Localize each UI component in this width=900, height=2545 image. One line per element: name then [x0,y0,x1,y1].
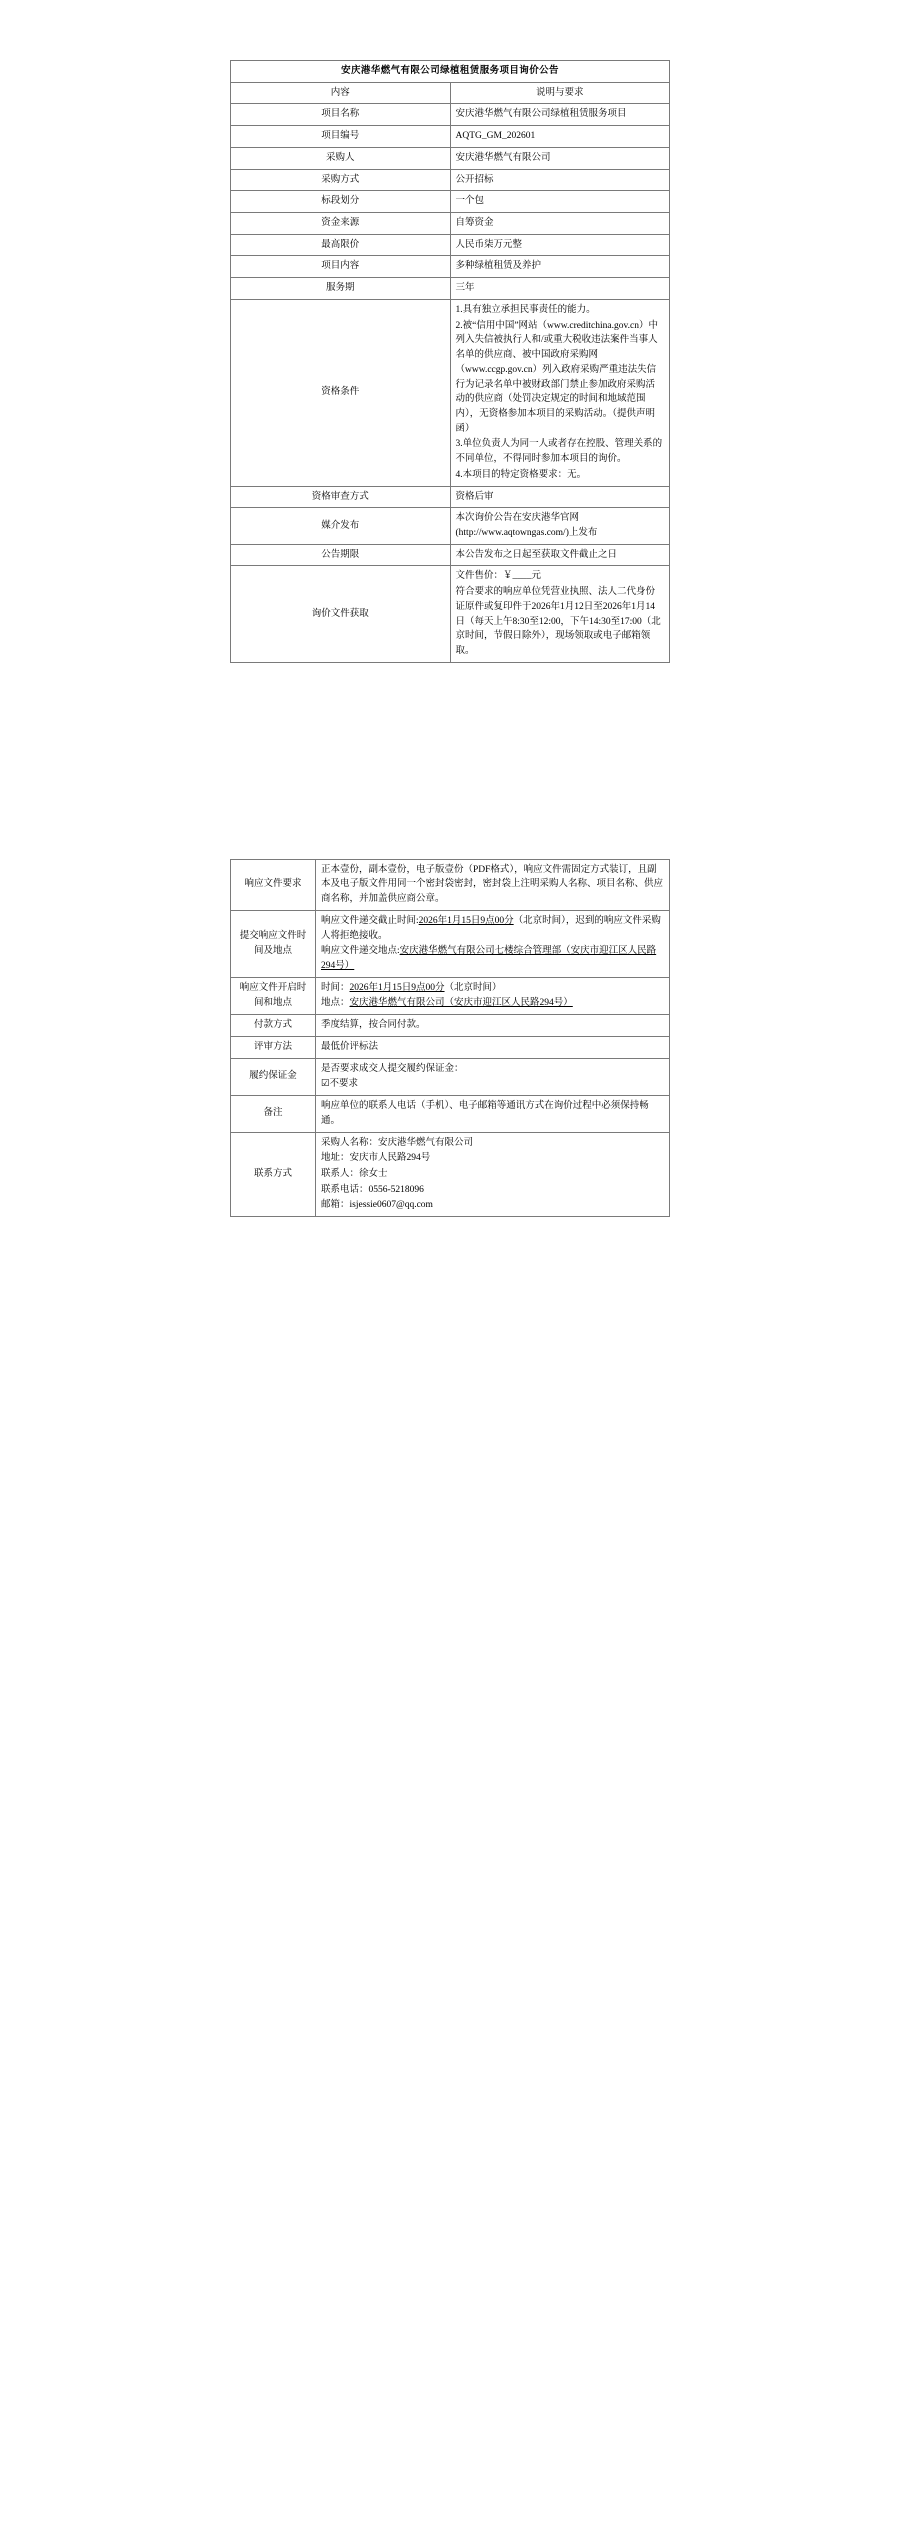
submission-location-value: 安庆港华燃气有限公司七楼综合管理部（安庆市迎江区人民路294号） [321,946,657,972]
table-row-remarks [231,1096,670,1132]
row-value [316,1132,670,1217]
row-value [316,910,670,977]
table-row [231,191,670,213]
row-label: 备注 [231,1096,316,1132]
table-row-opening-time-place [231,977,670,1014]
column-header-content: 内容 [231,82,451,104]
qualification-item-4: 4.本项目的特定资格要求：无。 [455,469,587,480]
row-label: 资金来源 [231,213,451,235]
row-value: 公开招标 [450,169,670,191]
announcement-table-part-2 [230,663,670,1217]
row-label: 项目内容 [231,256,451,278]
row-label: 询价文件获取 [231,566,451,662]
info-table-bottom [230,859,670,1217]
contact-purchaser-name: 采购人名称：安庆港华燃气有限公司 [321,1137,474,1148]
row-label: 项目编号 [231,126,451,148]
table-row [231,169,670,191]
row-value: 资格后审 [450,486,670,508]
row-label: 媒介发布 [231,508,451,544]
opening-location-line [321,996,664,1011]
row-value [316,1058,670,1095]
row-label: 付款方式 [231,1015,316,1037]
file-acquisition-line: 符合要求的响应单位凭营业执照、法人二代身份证原件或复印件于2026年1月12日至2026年1月14日（每天上午8:30至12:00，下午14:30至17:00（北京时间，节假日除外），现场领取或电子邮箱领取。 [455,587,661,656]
row-value: 本次询价公告在安庆港华官网(http://www.aqtowngas.com/)上发布 [450,508,670,544]
table-row-performance-bond [231,1058,670,1095]
table-row [231,1036,670,1058]
row-label: 评审方法 [231,1036,316,1058]
row-label: 服务期 [231,278,451,300]
row-label: 资格审查方式 [231,486,451,508]
row-value: 本公告发布之日起至获取文件截止之日 [450,544,670,566]
row-label: 项目名称 [231,104,451,126]
row-value: 人民币柒万元整 [450,234,670,256]
contact-address: 地址：安庆市人民路294号 [321,1153,431,1164]
submission-deadline-value: 2026年1月15日9点00分 [418,915,514,926]
row-label: 响应文件开启时间和地点 [231,977,316,1014]
table-row [231,213,670,235]
row-value: 季度结算，按合同付款。 [316,1015,670,1037]
page-title: 安庆港华燃气有限公司绿植租赁服务项目询价公告 [231,61,670,83]
row-label: 最高限价 [231,234,451,256]
contact-phone: 联系电话：0556-5218096 [321,1184,424,1195]
row-label: 联系方式 [231,1132,316,1217]
opening-time-value: 2026年1月15日9点00分 [349,982,445,993]
opening-time-suffix: （北京时间） [444,982,502,993]
file-price-line: 文件售价：￥____元 [455,571,542,582]
qualification-item-3: 3.单位负责人为同一人或者存在控股、管理关系的不同单位，不得同时参加本项目的询价。 [455,439,663,465]
submission-deadline-suffix: （北京时间），迟到的响应文件采购人将拒绝接收。 [321,915,661,941]
opening-time-line [321,981,664,996]
performance-bond-checkbox-option[interactable]: ☑不要求 [321,1079,359,1090]
row-value [316,977,670,1014]
table-row [231,104,670,126]
row-label: 履约保证金 [231,1058,316,1095]
submission-location-line [321,944,664,973]
qualification-item-1: 1.具有独立承担民事责任的能力。 [455,304,596,315]
table-row [231,1015,670,1037]
row-value: AQTG_GM_202601 [450,126,670,148]
table-row [231,256,670,278]
column-header-description: 说明与要求 [450,82,670,104]
row-value: 安庆港华燃气有限公司绿植租赁服务项目 [450,104,670,126]
table-row [231,234,670,256]
table-row-submission-time-place [231,910,670,977]
table-row-qualification [231,299,670,486]
info-table-top [230,60,670,663]
table-header-row [231,82,670,104]
row-label: 采购方式 [231,169,451,191]
row-value [450,566,670,662]
opening-location-prefix: 地点： [321,998,350,1009]
row-label: 资格条件 [231,299,451,486]
table-title-row [231,61,670,83]
table-row [231,486,670,508]
submission-location-prefix: 响应文件递交地点: [321,946,400,957]
table-row-response-doc-requirements [231,859,670,910]
row-label: 提交响应文件时间及地点 [231,910,316,977]
contact-person: 联系人：徐女士 [321,1168,388,1179]
row-label: 标段划分 [231,191,451,213]
row-value: 最低价评标法 [316,1036,670,1058]
table-row [231,544,670,566]
submission-deadline-prefix: 响应文件递交截止时间: [321,915,419,926]
announcement-table-part-1 [230,0,670,663]
row-value: 正本壹份，副本壹份，电子版壹份（PDF格式），响应文件需固定方式装订，且副本及电子版文件用同一个密封袋密封，密封袋上注明采购人名称、项目名称、供应商名称，并加盖供应商公章。 [316,859,670,910]
table-row [231,147,670,169]
row-label: 公告期限 [231,544,451,566]
table-row [231,278,670,300]
row-value: 响应单位的联系人电话（手机）、电子邮箱等通讯方式在询价过程中必须保持畅通。 [316,1096,670,1132]
row-label: 响应文件要求 [231,859,316,910]
opening-time-prefix: 时间： [321,982,350,993]
table-row [231,126,670,148]
table-row-file-acquisition [231,566,670,662]
row-value [450,299,670,486]
row-value: 一个包 [450,191,670,213]
contact-email: 邮箱：isjessie0607@qq.com [321,1200,433,1211]
submission-deadline-line [321,914,664,943]
row-value: 自筹资金 [450,213,670,235]
row-value: 安庆港华燃气有限公司 [450,147,670,169]
performance-bond-question: 是否要求成交人提交履约保证金： [321,1063,464,1074]
row-value: 多种绿植租赁及养护 [450,256,670,278]
table-row [231,508,670,544]
table-row-contact [231,1132,670,1217]
row-value: 三年 [450,278,670,300]
opening-location-value: 安庆港华燃气有限公司（安庆市迎江区人民路294号） [349,998,573,1009]
qualification-item-2: 2.被“信用中国”网站（www.creditchina.gov.cn）中列入失信被执行人和/或重大税收违法案件当事人名单的供应商、被中国政府采购网（www.ccgp.gov.cn）列入政府采购严重违法失信行为记录名单中被财政部门禁止参加政府采购活动的供应商（处罚决定规定的时间和地域范围内），无资格参加本项目的采购活动。（提供声明函） [455,320,658,434]
row-label: 采购人 [231,147,451,169]
